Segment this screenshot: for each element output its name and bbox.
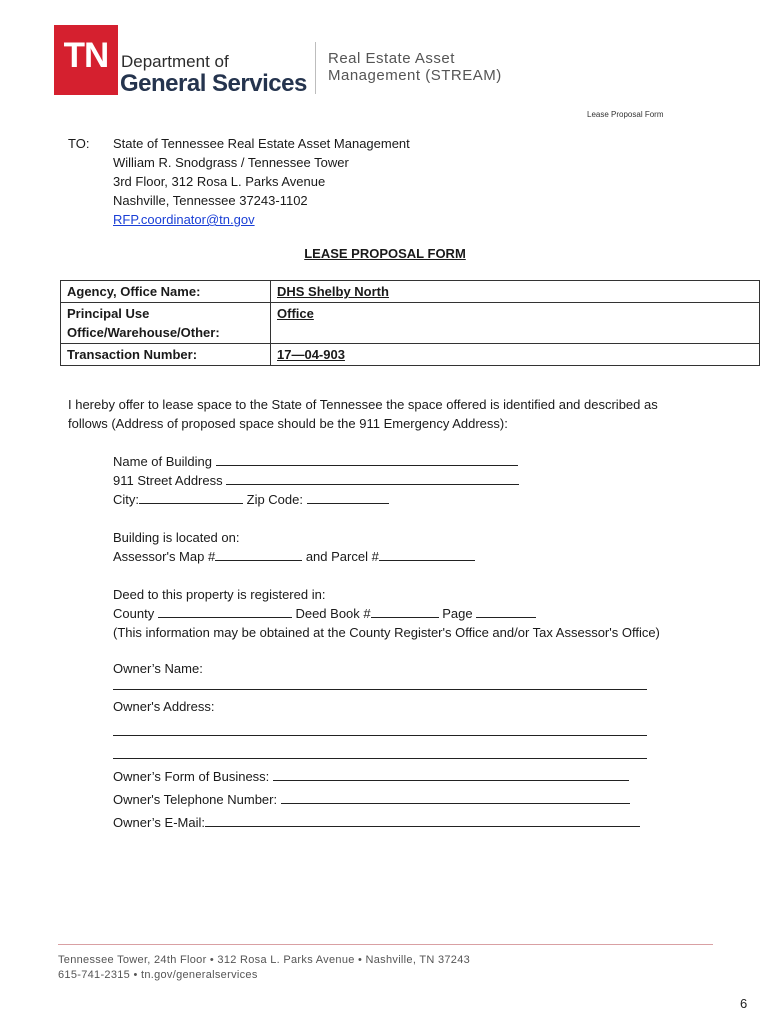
owner-address-field-2[interactable] bbox=[113, 758, 647, 759]
use-label bbox=[61, 303, 271, 344]
page-field[interactable] bbox=[476, 604, 536, 618]
owner-form-field[interactable] bbox=[273, 767, 629, 781]
owner-email-row bbox=[113, 813, 640, 832]
footer-contact: 615-741-2315 • tn.gov/generalservices bbox=[58, 969, 258, 981]
dept-name-line2: General Services bbox=[120, 70, 307, 97]
owner-phone-row bbox=[113, 790, 630, 809]
table-row bbox=[61, 344, 760, 366]
owner-phone-label: Owner's Telephone Number: bbox=[113, 792, 278, 807]
street-field[interactable] bbox=[226, 471, 519, 485]
transaction-label: Transaction Number: bbox=[61, 344, 271, 366]
footer-address: Tennessee Tower, 24th Floor • 312 Rosa L. Parks Avenue • Nashville, TN 37243 bbox=[58, 954, 471, 966]
address-line: William R. Snodgrass / Tennessee Tower bbox=[113, 155, 349, 170]
use-label-1: Principal Use bbox=[67, 306, 150, 321]
address-line: Nashville, Tennessee 37243-1102 bbox=[113, 193, 308, 208]
address-line: State of Tennessee Real Estate Asset Management bbox=[113, 136, 410, 151]
located-on-label: Building is located on: bbox=[113, 530, 240, 545]
owner-email-field[interactable] bbox=[205, 813, 640, 827]
city-row bbox=[113, 490, 389, 509]
deed-book-field[interactable] bbox=[371, 604, 439, 618]
agency-label: Agency, Office Name: bbox=[61, 281, 271, 303]
county-row bbox=[113, 604, 536, 623]
zip-field[interactable] bbox=[307, 490, 389, 504]
owner-name-label: Owner’s Name: bbox=[113, 661, 203, 676]
form-title: LEASE PROPOSAL FORM bbox=[304, 246, 466, 261]
city-label: City: bbox=[113, 492, 139, 507]
zip-label: Zip Code: bbox=[246, 492, 303, 507]
building-name-row bbox=[113, 452, 518, 471]
owner-phone-field[interactable] bbox=[281, 790, 630, 804]
rfp-email-link[interactable]: RFP.coordinator@tn.gov bbox=[113, 212, 255, 227]
logo-divider bbox=[315, 42, 316, 94]
owner-address-label: Owner's Address: bbox=[113, 699, 215, 714]
offer-text-line2: follows (Address of proposed space should be the 911 Emergency Address): bbox=[68, 416, 508, 431]
owner-form-label: Owner’s Form of Business: bbox=[113, 769, 270, 784]
assessor-map-field[interactable] bbox=[215, 547, 302, 561]
assessor-map-label: Assessor's Map # bbox=[113, 549, 216, 564]
county-field[interactable] bbox=[158, 604, 292, 618]
parcel-label: and Parcel # bbox=[305, 549, 379, 564]
agency-value: DHS Shelby North bbox=[271, 281, 760, 303]
parcel-field[interactable] bbox=[379, 547, 475, 561]
street-row bbox=[113, 471, 519, 490]
table-row bbox=[61, 303, 760, 344]
tn-logo-letters: TN bbox=[63, 36, 109, 75]
assessor-row bbox=[113, 547, 475, 566]
stream-line2: Management (STREAM) bbox=[328, 67, 502, 84]
tn-logo bbox=[54, 25, 118, 95]
owner-name-field[interactable] bbox=[113, 689, 647, 690]
address-line: 3rd Floor, 312 Rosa L. Parks Avenue bbox=[113, 174, 326, 189]
building-name-field[interactable] bbox=[216, 452, 518, 466]
transaction-value: 17—04-903 bbox=[271, 344, 760, 366]
info-note: (This information may be obtained at the County Register's Office and/or Tax Assessor's Office) bbox=[113, 625, 660, 640]
deed-registered-label: Deed to this property is registered in: bbox=[113, 587, 326, 602]
use-label-2: Office/Warehouse/Other: bbox=[67, 325, 220, 340]
street-label: 911 Street Address bbox=[113, 473, 223, 488]
form-label-top: Lease Proposal Form bbox=[587, 110, 664, 119]
owner-address-field-1[interactable] bbox=[113, 735, 647, 736]
county-label: County bbox=[113, 606, 155, 621]
city-field[interactable] bbox=[139, 490, 243, 504]
info-table bbox=[60, 280, 760, 366]
page-number: 6 bbox=[740, 996, 748, 1011]
dept-name-line1: Department of bbox=[121, 52, 229, 71]
offer-text-line1: I hereby offer to lease space to the State of Tennessee the space offered is identified and described as bbox=[68, 397, 658, 412]
owner-form-row bbox=[113, 767, 629, 786]
owner-email-label: Owner’s E-Mail: bbox=[113, 815, 205, 830]
stream-line1: Real Estate Asset bbox=[328, 50, 455, 67]
use-value: Office bbox=[271, 303, 760, 344]
building-name-label: Name of Building bbox=[113, 454, 212, 469]
deed-book-label: Deed Book # bbox=[295, 606, 371, 621]
table-row bbox=[61, 281, 760, 303]
footer-divider bbox=[58, 944, 713, 945]
page-label: Page bbox=[442, 606, 473, 621]
to-label: TO: bbox=[68, 136, 90, 151]
